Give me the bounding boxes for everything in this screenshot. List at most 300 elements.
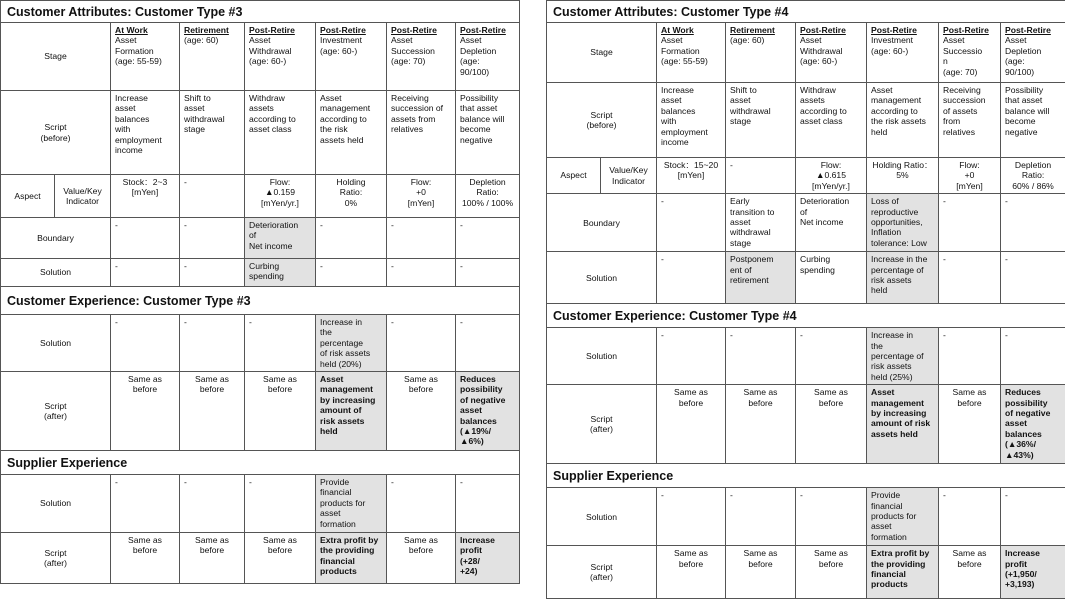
value-key-label [601,158,657,194]
experience-solution-row-cell-line: of risk assets [320,348,382,358]
stage-detail-line: Asset [943,35,996,45]
solution-row-cell-line: held [871,285,934,295]
stage-cell [387,23,456,91]
kpi-cell-line: Flow: [249,177,311,187]
script-before-row-cell-line: stage [184,124,240,134]
boundary-row-cell-line: - [320,220,382,230]
script-before-row-cell-line: Possibility [1005,85,1061,95]
script-before-row-cell-line: asset class [249,124,311,134]
experience-script-row-cell-line: possibility [1005,398,1061,408]
kpi-cell-line: Stock：2~3 [115,177,175,187]
script-before-row-cell-line: the risk assets [871,116,934,126]
script-before-row-cell-line: asset [184,103,240,113]
supplier-script-row-cell-line: Increase [460,535,515,545]
kpi-cell-line: Holding Ratio： [871,160,934,170]
experience-script-row-cell-line: Same as [730,387,791,397]
script-before-row-cell-line: assets [249,103,311,113]
supplier-script-row-cell-line: profit [1005,559,1061,569]
experience-script-row-cell [657,385,726,464]
supplier-solution-row-cell [726,488,796,546]
supplier-solution-label: Solution [1,475,111,533]
journey-table [0,0,520,584]
supplier-solution-row [547,488,1065,546]
script-before-row-cell-line: that asset [1005,95,1061,105]
supplier-script-row-cell-line: Same as [661,548,721,558]
supplier-script-row-cell-line: the providing [320,545,382,555]
boundary-row-cell-line: - [661,196,721,206]
supplier-solution-row-cell-line: formation [320,519,382,529]
boundary-row-cell-line: Net income [249,241,311,251]
kpi-cell [245,175,316,218]
experience-script-row-cell-line: of negative [460,395,515,405]
experience-solution-row-cell-line: the [871,341,934,351]
stage-detail-line: (age: 55-59) [661,56,721,66]
experience-solution-row-cell-line: - [943,330,996,340]
experience-script-row-cell-line: before [800,398,862,408]
boundary-row [547,194,1065,252]
script-before-row-cell-line: employment [115,135,175,145]
kpi-cell-line: Ratio: [320,187,382,197]
experience-script-row-cell [316,372,387,451]
solution-row-cell-line: percentage of [871,265,934,275]
stage-detail-line: (age: 60) [184,35,240,45]
kpi-cell [657,158,726,194]
script-before-row-cell [245,91,316,175]
solution-row-cell-line: - [661,254,721,264]
kpi-cell-line: - [730,160,791,170]
experience-script-row-cell-line: of negative [1005,408,1061,418]
kpi-cell-line: Flow: [943,160,996,170]
solution-row-cell-line: - [184,261,240,271]
supplier-solution-row-cell [939,488,1001,546]
stage-name: Post-Retire [1005,25,1061,35]
solution-row-cell-line: spending [800,265,862,275]
supplier-script-row-cell-line: +24) [460,566,515,576]
script-before-row-cell-line: become [1005,116,1061,126]
stage-name: At Work [661,25,721,35]
supplier-section-title: Supplier Experience [547,464,1065,488]
experience-script-row-cell-line: Same as [115,374,175,384]
experience-script-row-cell-line: before [730,398,791,408]
stage-label: Stage [1,23,111,91]
supplier-script-row-cell-line: Same as [730,548,791,558]
experience-script-row-cell-line: Reduces [460,374,515,384]
supplier-script-label-line: Script [551,562,652,572]
supplier-solution-row-cell-line: - [943,490,996,500]
script-before-row-cell-line: according to [800,106,862,116]
supplier-script-row-cell-line: before [184,545,240,555]
stage-name: Retirement [730,25,791,35]
stage-cell [867,23,939,83]
script-before-row-cell-line: income [115,145,175,155]
stage-name: Post-Retire [871,25,934,35]
script-before-row-cell-line: Possibility [460,93,515,103]
experience-solution-row-cell-line: percentage [320,338,382,348]
value-key-label-line: Value/Key [59,186,106,196]
kpi-cell-line: 5% [871,170,934,180]
experience-script-row-cell-line: Same as [391,374,451,384]
kpi-cell-line: ▲0.159 [249,187,311,197]
supplier-solution-row-cell-line: financial [320,487,382,497]
script-before-row-cell-line: according to [249,114,311,124]
stage-cell [657,23,726,83]
experience-script-row-cell-line: assets held [871,429,934,439]
customer-type-4-panel [546,0,1065,595]
supplier-script-row-cell-line: (+28/ [460,556,515,566]
experience-script-row-cell-line: ▲6%) [460,436,515,446]
experience-solution-label: Solution [547,328,657,385]
experience-solution-row [547,328,1065,385]
solution-row-cell [867,252,939,304]
experience-script-row-cell-line: balances [460,416,515,426]
experience-script-row [547,385,1065,464]
script-before-row-cell [387,91,456,175]
kpi-cell [456,175,520,218]
supplier-script-row-cell [657,546,726,599]
supplier-script-row-cell-line: before [943,559,996,569]
solution-row-cell-line: - [460,261,515,271]
supplier-script-row-cell-line: Same as [184,535,240,545]
solution-row-cell-line: Postponem [730,254,791,264]
experience-solution-row-cell-line: - [184,317,240,327]
solution-row-cell-line: - [391,261,451,271]
kpi-cell-line: [mYen] [661,170,721,180]
experience-solution-row-cell [111,315,180,372]
experience-script-row-cell-line: asset [1005,418,1061,428]
script-before-row-cell-line: that asset [460,103,515,113]
stage-detail-line: (age: 60) [730,35,791,45]
experience-solution-row-cell-line: - [800,330,862,340]
boundary-row-cell-line: Deterioration [249,220,311,230]
solution-row-cell-line: Curbing [800,254,862,264]
script-before-row-cell-line: relatives [943,127,996,137]
supplier-script-row-cell-line: Same as [115,535,175,545]
boundary-row-cell [316,218,387,259]
experience-script-row [1,372,520,451]
experience-solution-row-cell [796,328,867,385]
stage-name: Post-Retire [391,25,451,35]
script-before-row-cell-line: become [460,124,515,134]
experience-script-row-cell-line: balances [1005,429,1061,439]
stage-detail-line: (age: 60-) [871,46,934,56]
attributes-section-title: Customer Attributes: Customer Type #3 [1,1,520,23]
script-before-row-cell-line: balance will [460,114,515,124]
experience-script-row-cell [939,385,1001,464]
stage-detail-line: Succession [391,46,451,56]
supplier-script-row-cell-line: Extra profit by [871,548,934,558]
solution-row-cell [939,252,1001,304]
solution-row-cell-line: Curbing [249,261,311,271]
stage-cell [245,23,316,91]
stage-cell [456,23,520,91]
supplier-solution-row-cell [456,475,520,533]
supplier-script-row-cell-line: +3,193) [1005,579,1061,589]
supplier-solution-row-cell [387,475,456,533]
script-before-row-cell-line: assets held [320,135,382,145]
experience-script-row-cell-line: (▲36%/ [1005,439,1061,449]
experience-script-row-cell-line: risk assets [320,416,382,426]
supplier-script-row-cell-line: profit [460,545,515,555]
value-key-label [55,175,111,218]
boundary-row-cell [726,194,796,252]
boundary-row-cell-line: of [800,207,862,217]
script-before-row-cell-line: withdrawal [730,106,791,116]
script-before-row-cell [456,91,520,175]
kpi-cell-line: +0 [391,187,451,197]
experience-script-row-cell-line: possibility [460,384,515,394]
kpi-cell-line: Holding [320,177,382,187]
script-before-label [547,83,657,158]
experience-section-title: Customer Experience: Customer Type #4 [547,304,1065,328]
stage-detail-line: Asset [391,35,451,45]
boundary-row-cell-line: withdrawal [730,227,791,237]
kpi-cell [867,158,939,194]
stage-row [1,23,520,91]
boundary-row-cell-line: - [1005,196,1061,206]
solution-row-cell-line: - [943,254,996,264]
experience-solution-row-cell [867,328,939,385]
experience-script-label-line: (after) [5,411,106,421]
experience-script-row-cell-line: before [184,384,240,394]
kpi-cell-line: Depletion [1005,160,1061,170]
experience-script-row-cell [245,372,316,451]
boundary-row-cell-line: of [249,230,311,240]
supplier-script-label-line: (after) [5,558,106,568]
supplier-script-row-cell [939,546,1001,599]
stage-detail-line: Asset [460,35,515,45]
solution-row-cell-line: retirement [730,275,791,285]
experience-script-label-line: Script [5,401,106,411]
experience-solution-row-cell [456,315,520,372]
supplier-script-row-cell-line: financial [871,569,934,579]
experience-script-row-cell-line: amount of [320,405,382,415]
kpi-cell-line: - [184,177,240,187]
value-key-label-line: Value/Key [605,165,652,175]
supplier-script-row-cell-line: products [871,579,934,589]
solution-row-cell [316,259,387,287]
boundary-row-cell-line: - [391,220,451,230]
experience-solution-row-cell-line: risk assets [871,361,934,371]
solution-row-cell [111,259,180,287]
script-before-label-line: (before) [5,133,106,143]
script-before-row-cell [316,91,387,175]
experience-script-row-cell-line: Same as [800,387,862,397]
experience-solution-row-cell-line: - [391,317,451,327]
boundary-row-cell [387,218,456,259]
solution-row-cell [657,252,726,304]
solution-row-cell [1001,252,1065,304]
experience-solution-row-cell-line: - [1005,330,1061,340]
boundary-row-cell-line: reproductive [871,207,934,217]
supplier-solution-row-cell-line: financial [871,501,934,511]
stage-cell [726,23,796,83]
experience-solution-row-cell [1001,328,1065,385]
script-before-row-cell-line: Asset [871,85,934,95]
experience-script-row-cell-line: asset [460,405,515,415]
experience-script-row-cell-line: before [391,384,451,394]
boundary-label: Boundary [1,218,111,259]
script-before-row-cell-line: income [661,137,721,147]
experience-solution-row-cell [939,328,1001,385]
journey-table [546,0,1065,599]
experience-solution-row-cell [245,315,316,372]
solution-row-cell-line: ent of [730,265,791,275]
script-before-row-cell-line: Withdraw [800,85,862,95]
boundary-row-cell-line: - [115,220,175,230]
supplier-solution-row-cell-line: - [661,490,721,500]
stage-label: Stage [547,23,657,83]
script-before-row-cell-line: the risk [320,124,382,134]
script-before-row-cell-line: succession [943,95,996,105]
experience-script-row-cell-line: by increasing [871,408,934,418]
supplier-script-row-cell-line: financial [320,556,382,566]
experience-script-row-cell-line: Same as [661,387,721,397]
solution-label: Solution [547,252,657,304]
attributes-section-title: Customer Attributes: Customer Type #4 [547,1,1065,23]
boundary-row-cell-line: asset [730,217,791,227]
supplier-script-row-cell [796,546,867,599]
supplier-solution-row-cell-line: - [730,490,791,500]
supplier-solution-row-cell-line: - [115,477,175,487]
kpi-cell-line: Flow: [391,177,451,187]
supplier-solution-label: Solution [547,488,657,546]
solution-row-cell [726,252,796,304]
experience-script-row-cell-line: held [320,426,382,436]
kpi-cell-line: 0% [320,198,382,208]
experience-script-row-cell-line: Same as [184,374,240,384]
script-before-row-cell-line: held [871,127,934,137]
script-before-label-line: (before) [551,120,652,130]
supplier-solution-row-cell-line: - [1005,490,1061,500]
script-before-row-cell-line: Shift to [184,93,240,103]
script-before-row-cell-line: of assets [943,106,996,116]
supplier-solution-row-cell [657,488,726,546]
experience-script-row-cell-line: amount of risk [871,418,934,428]
experience-solution-row-cell-line: - [730,330,791,340]
kpi-cell [111,175,180,218]
supplier-solution-row-cell-line: Provide [320,477,382,487]
kpi-cell-line: 60% / 86% [1005,181,1061,191]
kpi-cell [796,158,867,194]
stage-cell [939,23,1001,83]
stage-name: At Work [115,25,175,35]
boundary-row-cell-line: transition to [730,207,791,217]
script-before-row-cell-line: Increase [115,93,175,103]
script-before-row [1,91,520,175]
solution-row-cell-line: - [1005,254,1061,264]
script-before-row-cell [796,83,867,158]
experience-script-row-cell [387,372,456,451]
script-before-label-line: Script [551,110,652,120]
supplier-script-row-cell-line: (+1,950/ [1005,569,1061,579]
boundary-row-cell-line: Deterioration [800,196,862,206]
supplier-script-row [1,533,520,584]
script-before-row-cell-line: management [871,95,934,105]
stage-detail-line: (age: 70) [943,67,996,77]
experience-solution-row-cell-line: - [661,330,721,340]
solution-row-cell-line: Increase in the [871,254,934,264]
stage-cell [1001,23,1065,83]
solution-row-cell [387,259,456,287]
stage-detail-line: Withdrawal [800,46,862,56]
supplier-section-title: Supplier Experience [1,451,520,475]
experience-section-title: Customer Experience: Customer Type #3 [1,287,520,315]
script-before-row-cell-line: Receiving [943,85,996,95]
boundary-row-cell-line: - [943,196,996,206]
experience-solution-row-cell [316,315,387,372]
stage-cell [796,23,867,83]
experience-solution-row-cell-line: Increase in [320,317,382,327]
experience-solution-row-cell [726,328,796,385]
boundary-row-cell [111,218,180,259]
stage-detail-line: 90/100) [460,67,515,77]
script-before-row-cell-line: negative [1005,127,1061,137]
experience-script-row-cell-line: before [249,384,311,394]
boundary-row-cell-line: Loss of [871,196,934,206]
experience-script-row-cell-line: (▲19%/ [460,426,515,436]
supplier-solution-row-cell [180,475,245,533]
stage-detail-line: Withdrawal [249,46,311,56]
experience-solution-row-cell-line: the [320,327,382,337]
supplier-script-row-cell [180,533,245,584]
solution-row-cell-line: spending [249,271,311,281]
stage-detail-line: Formation [661,46,721,56]
experience-script-row-cell-line: ▲43%) [1005,450,1061,460]
experience-script-row-cell-line: Reduces [1005,387,1061,397]
script-before-row-cell-line: management [320,103,382,113]
stage-detail-line: (age: 60-) [320,46,382,56]
experience-solution-row-cell [387,315,456,372]
script-before-row-cell-line: asset class [800,116,862,126]
supplier-script-row-cell-line: Extra profit by [320,535,382,545]
stage-name: Post-Retire [800,25,862,35]
supplier-script-row-cell-line: before [391,545,451,555]
script-before-row-cell [111,91,180,175]
script-before-row-cell-line: asset [730,95,791,105]
boundary-row-cell-line: Early [730,196,791,206]
stage-detail-line: Asset [661,35,721,45]
script-before-row-cell-line: asset [661,95,721,105]
script-before-row-cell-line: balances [115,114,175,124]
supplier-script-row-cell-line: products [320,566,382,576]
supplier-solution-row-cell [316,475,387,533]
script-before-label-line: Script [5,122,106,132]
experience-solution-label: Solution [1,315,111,372]
experience-script-row-cell-line: management [320,384,382,394]
experience-script-row-cell [180,372,245,451]
experience-solution-row-cell-line: Increase in [871,330,934,340]
experience-script-row-cell-line: before [115,384,175,394]
boundary-row-cell-line: opportunities, [871,217,934,227]
stage-detail-line: Asset [115,35,175,45]
supplier-solution-row [1,475,520,533]
experience-solution-row [1,315,520,372]
stage-cell [180,23,245,91]
experience-script-label [1,372,111,451]
stage-detail-line: (age: 70) [391,56,451,66]
supplier-script-row-cell-line: before [115,545,175,555]
stage-detail-line: Investment [871,35,934,45]
boundary-row-cell-line: Net income [800,217,862,227]
supplier-solution-row-cell-line: - [460,477,515,487]
experience-solution-row-cell-line: - [460,317,515,327]
kpi-cell-line: 100% / 100% [460,198,515,208]
solution-row-cell-line: risk assets [871,275,934,285]
supplier-script-row-cell [111,533,180,584]
solution-row-cell [180,259,245,287]
experience-script-row-cell [111,372,180,451]
script-before-row-cell-line: according to [320,114,382,124]
